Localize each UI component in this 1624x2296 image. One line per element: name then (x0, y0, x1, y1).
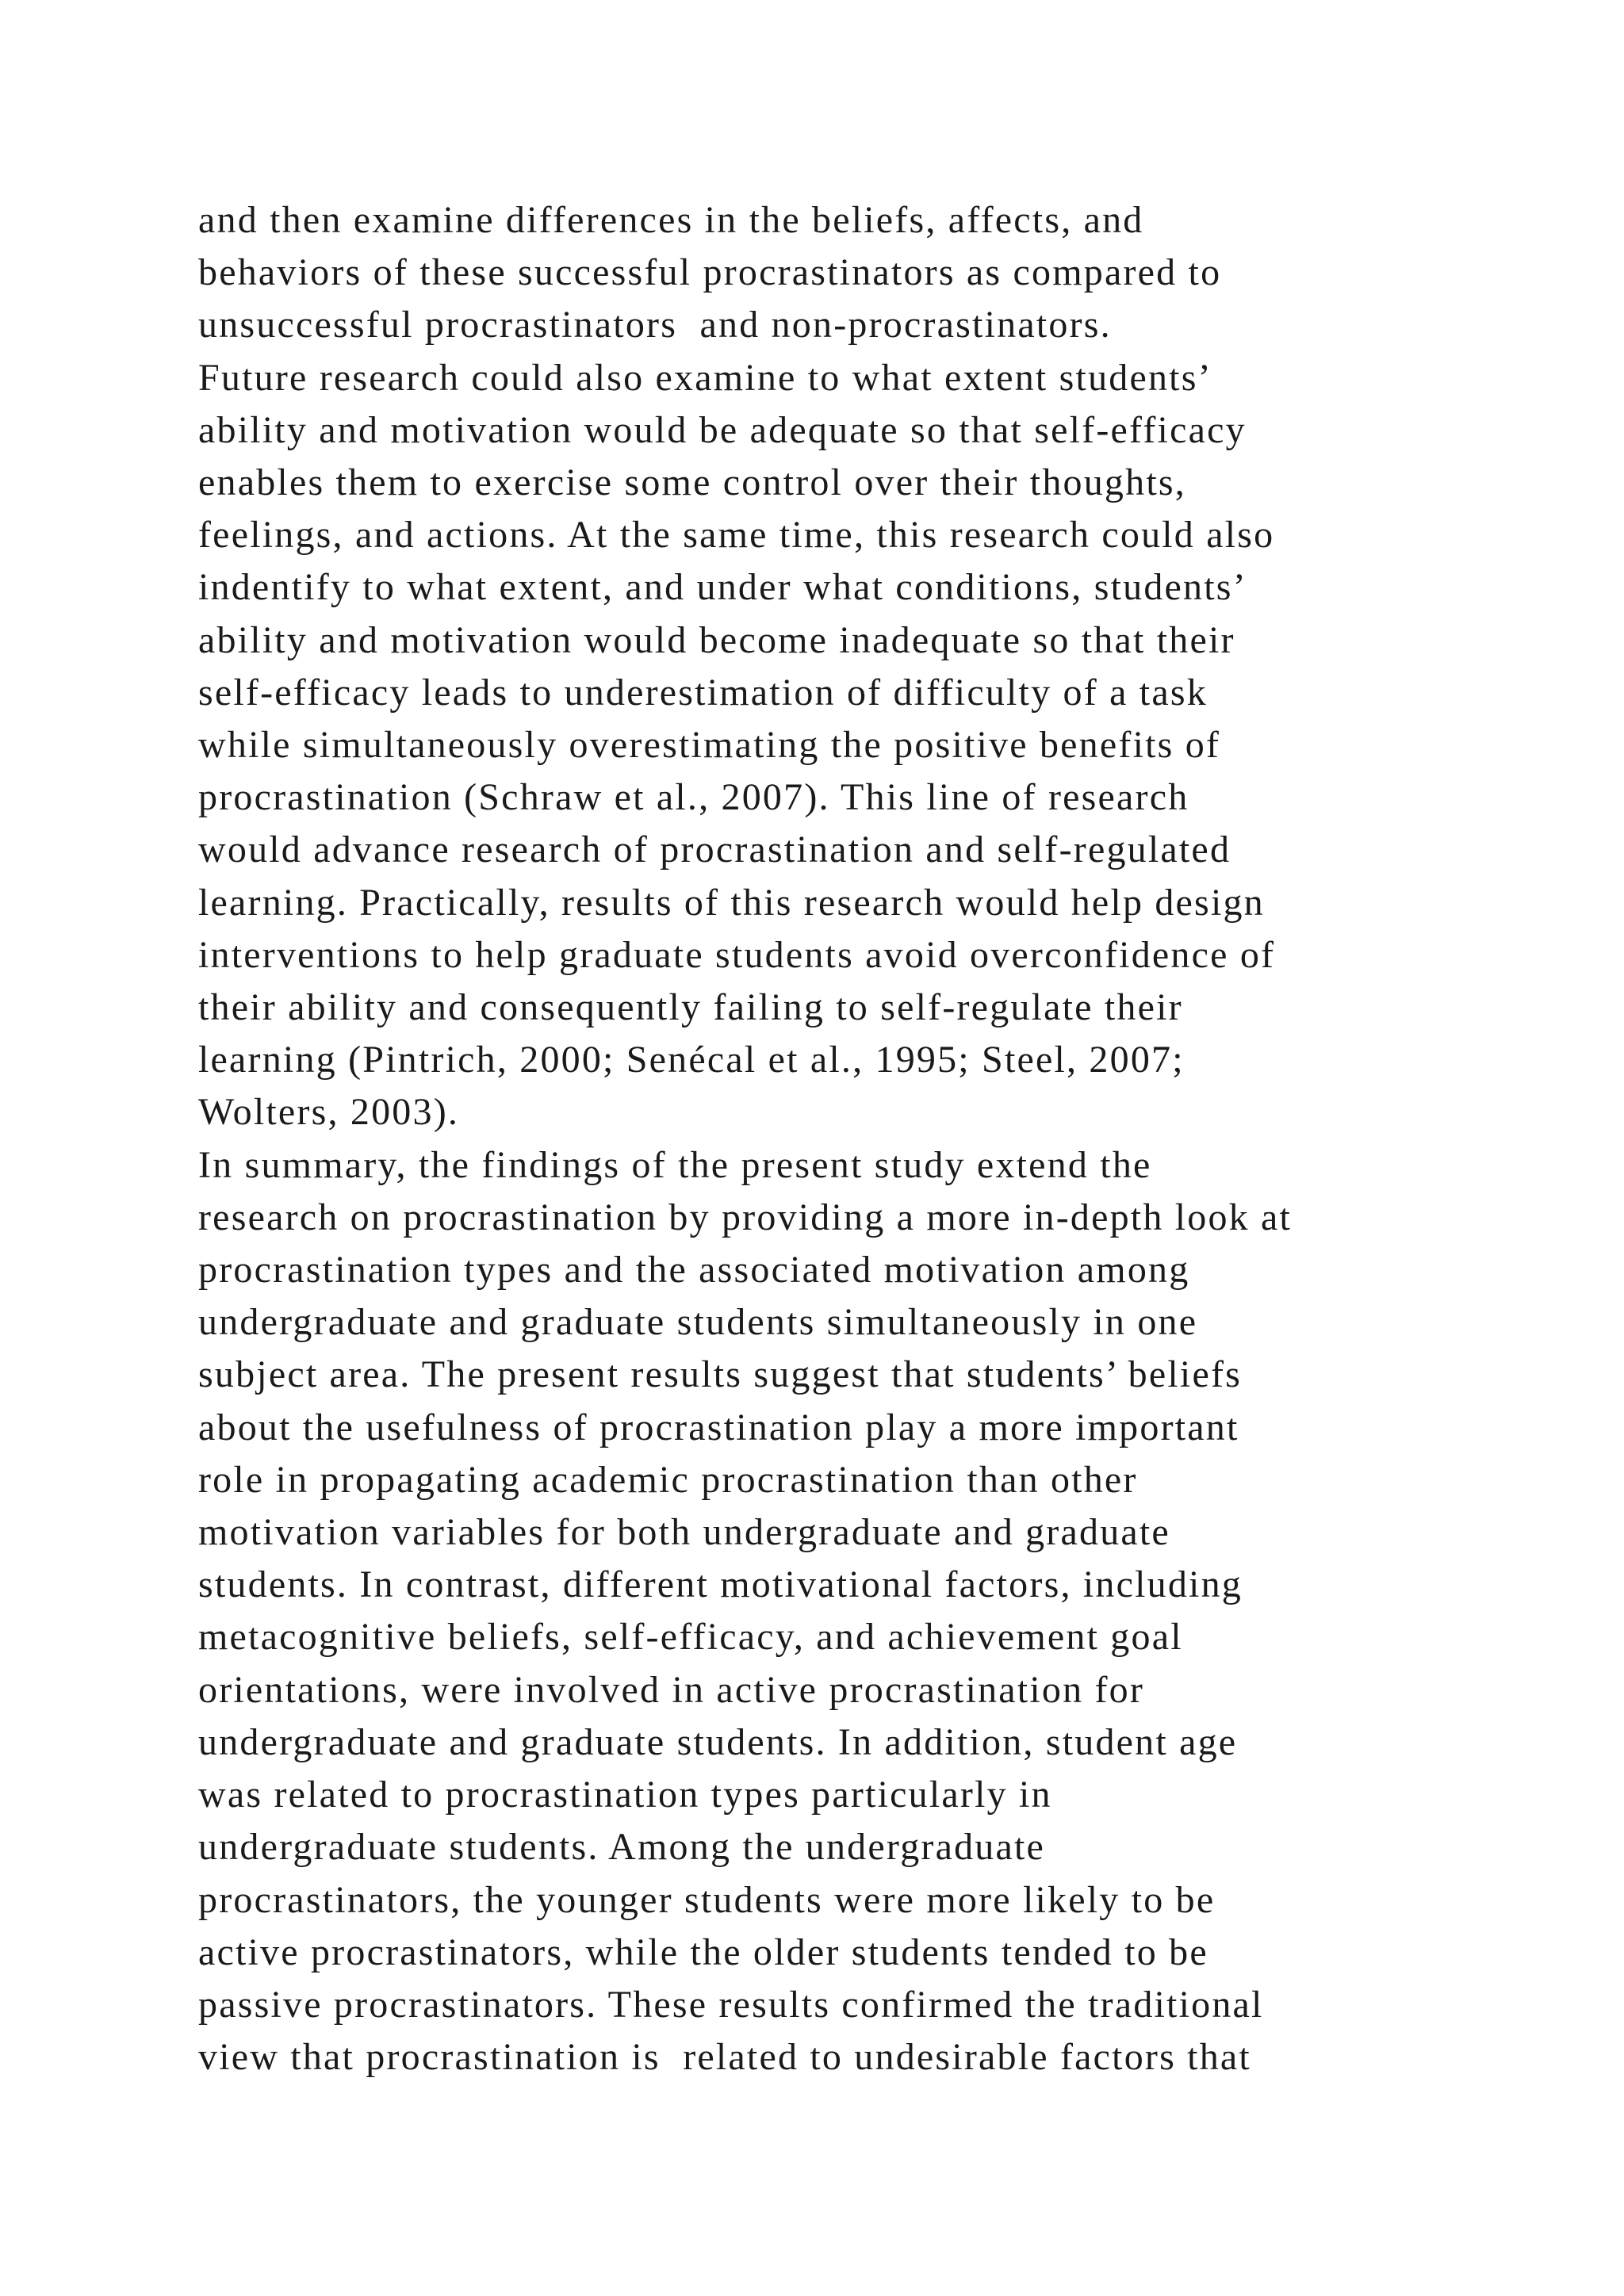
text-line: orientations, were involved in active procrastination for (198, 1668, 1145, 1711)
text-line: their ability and consequently failing to self-regulate their (198, 986, 1183, 1029)
text-line: role in propagating academic procrastination than other (198, 1458, 1138, 1501)
text-line: subject area. The present results suggest that students’ beliefs (198, 1353, 1243, 1396)
text-line: indentify to what extent, and under what conditions, students’ (198, 566, 1247, 609)
text-line: behaviors of these successful procrastinators as compared to (198, 251, 1222, 294)
text-line: about the usefulness of procrastination play a more important (198, 1406, 1239, 1448)
text-line: undergraduate and graduate students simultaneously in one (198, 1301, 1198, 1344)
text-line: undergraduate and graduate students. In addition, student age (198, 1720, 1238, 1763)
text-line: view that procrastination is related to undesirable factors that (198, 2036, 1251, 2079)
text-line: research on procrastination by providing a more in-depth look at (198, 1196, 1293, 1238)
text-line: Wolters, 2003). (198, 1091, 460, 1134)
text-line: feelings, and actions. At the same time, this research could also (198, 514, 1275, 557)
text-line: students. In contrast, different motivational factors, including (198, 1563, 1243, 1606)
text-line: ability and motivation would be adequate so that self-efficacy (198, 408, 1247, 451)
text-line: motivation variables for both undergraduate and graduate (198, 1511, 1170, 1554)
text-line: Future research could also examine to what extent students’ (198, 356, 1212, 399)
text-line: In summary, the findings of the present study extend the (198, 1143, 1152, 1186)
text-line: would advance research of procrastination and self-regulated (198, 828, 1231, 871)
text-line: unsuccessful procrastinators and non-procrastinators. (198, 304, 1112, 346)
text-line: and then examine differences in the beliefs, affects, and (198, 199, 1144, 241)
body-text (198, 194, 1499, 2084)
text-line: passive procrastinators. These results confirmed the traditional (198, 1983, 1264, 2026)
text-line: undergraduate students. Among the undergraduate (198, 1826, 1046, 1869)
text-line: procrastinators, the younger students were more likely to be (198, 1878, 1216, 1921)
text-line: learning. Practically, results of this research would help design (198, 881, 1265, 924)
text-line: interventions to help graduate students avoid overconfidence of (198, 933, 1276, 976)
text-line: ability and motivation would become inadequate so that their (198, 618, 1235, 661)
text-line: metacognitive beliefs, self-efficacy, and achievement goal (198, 1616, 1183, 1659)
text-line: self-efficacy leads to underestimation of difficulty of a task (198, 671, 1208, 714)
text-line: enables them to exercise some control over their thoughts, (198, 461, 1186, 504)
text-line: procrastination (Schraw et al., 2007). This line of research (198, 776, 1189, 819)
text-line: was related to procrastination types particularly in (198, 1774, 1052, 1816)
text-line: procrastination types and the associated motivation among (198, 1249, 1190, 1292)
text-line: active procrastinators, while the older students tended to be (198, 1931, 1208, 1973)
text-line: learning (Pintrich, 2000; Senécal et al., 1995; Steel, 2007; (198, 1039, 1185, 1081)
text-line: while simultaneously overestimating the positive benefits of (198, 724, 1221, 767)
